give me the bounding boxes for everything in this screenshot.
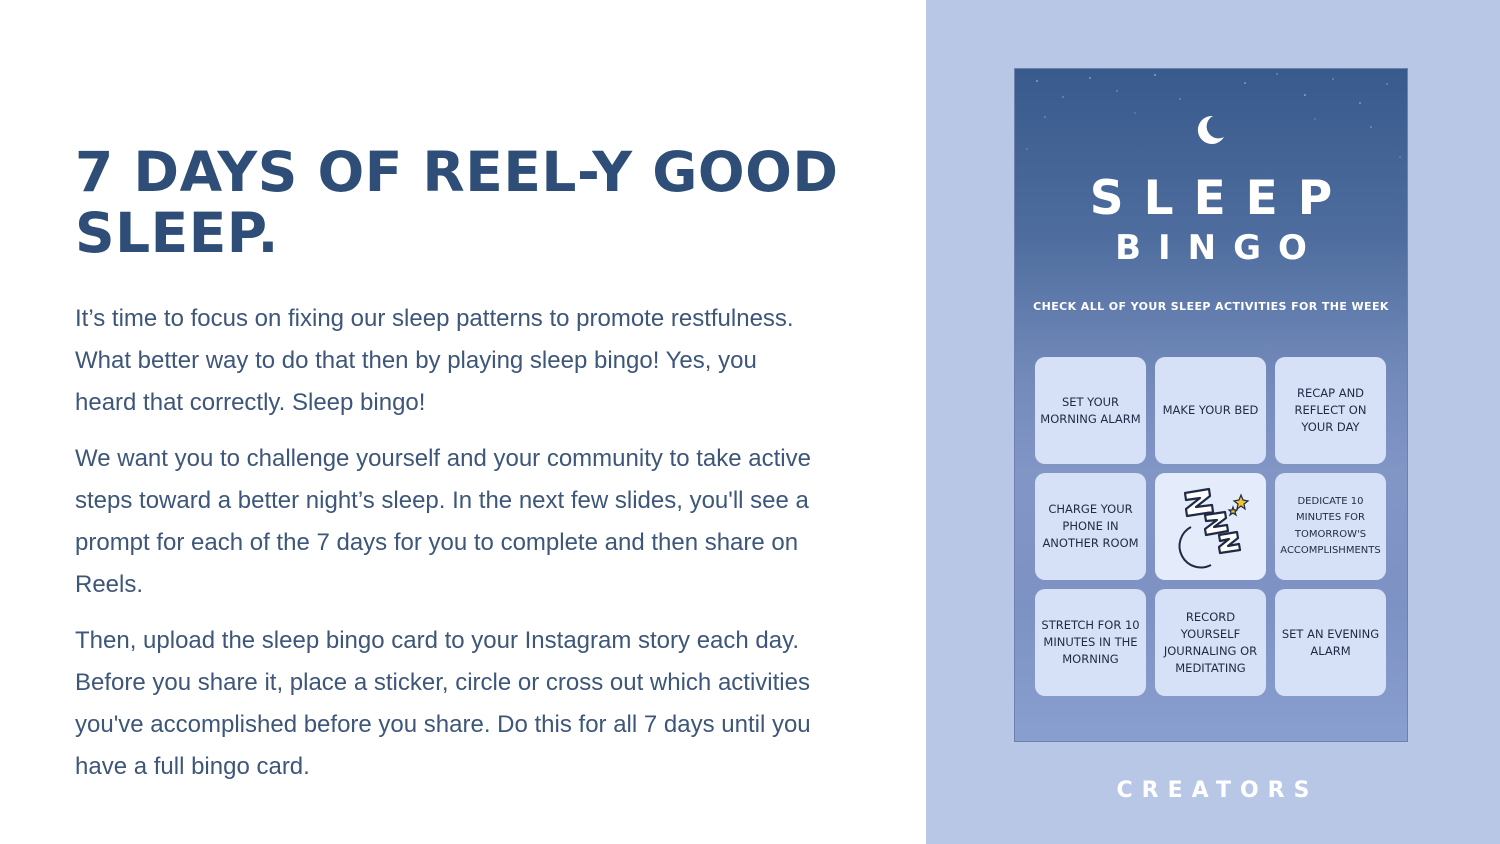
- paragraph-instructions: Then, upload the sleep bingo card to your Instagram story each day. Before you share it, place a sticker, circle or cross out which activities you've accomplished before you share. Do this for all 7 days until you have a full bingo card.: [75, 627, 811, 780]
- bingo-cell-evening-alarm: SET AN EVENING ALARM: [1275, 589, 1386, 696]
- bingo-cell-morning-alarm: SET YOUR MORNING ALARM: [1035, 357, 1146, 464]
- paragraph-challenge: We want you to challenge yourself and your community to take active steps toward a better night’s sleep. In the next few slides, you'll see a prompt for each of the 7 days for you to complete and then share on Reels.: [75, 445, 811, 598]
- card-subtitle: CHECK ALL OF YOUR SLEEP ACTIVITIES FOR THE WEEK: [1033, 300, 1389, 313]
- bingo-grid: [1035, 357, 1387, 696]
- moon-icon: [1193, 113, 1227, 147]
- slide-body: [75, 298, 815, 802]
- bingo-cell-recap-day: RECAP AND REFLECT ON YOUR DAY: [1275, 357, 1386, 464]
- creators-logo: CREATORS: [1116, 778, 1319, 803]
- slide-title: 7 DAYS OF REEL-Y GOOD SLEEP.: [75, 140, 839, 265]
- bingo-cell-stretch: STRETCH FOR 10 MINUTES IN THE MORNING: [1035, 589, 1146, 696]
- sleep-bingo-card: [1014, 68, 1408, 742]
- image-panel: [926, 0, 1500, 844]
- card-title-bingo: BINGO: [1115, 228, 1324, 268]
- sleep-zzz-icon: [1163, 479, 1259, 575]
- bingo-cell-record-journal: RECORD YOURSELF JOURNALING OR MEDITATING: [1155, 589, 1266, 696]
- bingo-cell-make-bed: MAKE YOUR BED: [1155, 357, 1266, 464]
- bingo-cell-dedicate-10: DEDICATE 10 MINUTES FOR TOMORROW'S ACCOMPLISHMENTS: [1275, 473, 1386, 580]
- bingo-cell-free-space: [1155, 473, 1266, 580]
- card-title-sleep: SLEEP: [1089, 171, 1353, 226]
- paragraph-intro: It’s time to focus on fixing our sleep patterns to promote restfulness. What better way to do that then by playing sleep bingo! Yes, you heard that correctly. Sleep bingo!: [75, 305, 794, 416]
- bingo-cell-charge-phone: CHARGE YOUR PHONE IN ANOTHER ROOM: [1035, 473, 1146, 580]
